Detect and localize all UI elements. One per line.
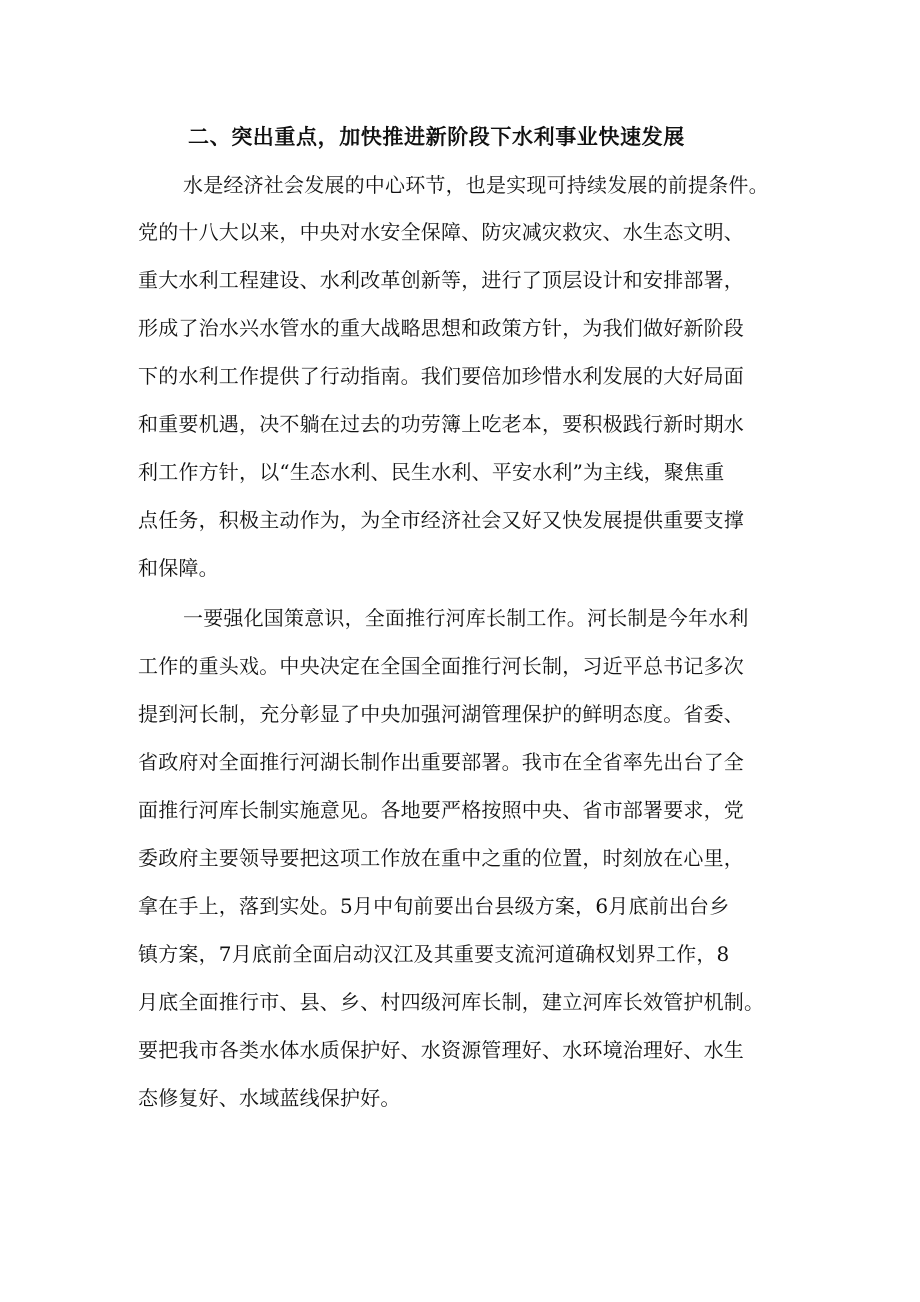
paragraph-line: 面推行河库长制实施意见。各地要严格按照中央、省市部署要求，党	[138, 798, 744, 822]
paragraph-line: 利工作方针，以“生态水利、民生水利、平安水利”为主线，聚焦重	[138, 460, 725, 484]
section-heading: 二、突出重点，加快推进新阶段下水利事业快速发展	[188, 124, 685, 149]
paragraph-line: 党的十八大以来，中央对水安全保障、防灾减灾救灾、水生态文明、	[138, 220, 744, 244]
paragraph-line: 委政府主要领导要把这项工作放在重中之重的位置，时刻放在心里，	[138, 846, 744, 870]
paragraph-line: 省政府对全面推行河湖长制作出重要部署。我市在全省率先出台了全	[138, 750, 744, 774]
paragraph-line: 下的水利工作提供了行动指南。我们要倍加珍惜水利发展的大好局面	[138, 364, 744, 388]
paragraph-line: 一要强化国策意识，全面推行河库长制工作。河长制是今年水利	[183, 606, 749, 630]
paragraph-line: 形成了治水兴水管水的重大战略思想和政策方针，为我们做好新阶段	[138, 316, 744, 340]
paragraph-line: 提到河长制，充分彰显了中央加强河湖管理保护的鲜明态度。省委、	[138, 702, 744, 726]
paragraph-line: 点任务，积极主动作为，为全市经济社会又好又快发展提供重要支撑	[138, 508, 744, 532]
paragraph-line: 工作的重头戏。中央决定在全国全面推行河长制，习近平总书记多次	[138, 654, 744, 678]
paragraph-line: 和保障。	[138, 556, 219, 580]
paragraph-line: 重大水利工程建设、水利改革创新等，进行了顶层设计和安排部署，	[138, 268, 744, 292]
paragraph-line: 水是经济社会发展的中心环节，也是实现可持续发展的前提条件。	[183, 173, 769, 197]
paragraph-line: 镇方案，7月底前全面启动汉江及其重要支流河道确权划界工作，8	[138, 942, 730, 966]
paragraph-line: 月底全面推行市、县、乡、村四级河库长制，建立河库长效管护机制。	[138, 990, 765, 1014]
paragraph-line: 拿在手上，落到实处。5月中旬前要出台县级方案，6月底前出台乡	[138, 894, 730, 918]
paragraph-line: 要把我市各类水体水质保护好、水资源管理好、水环境治理好、水生	[138, 1038, 744, 1062]
paragraph-line: 态修复好、水域蓝线保护好。	[138, 1086, 401, 1110]
paragraph-line: 和重要机遇，决不躺在过去的功劳簿上吃老本，要积极践行新时期水	[138, 412, 744, 436]
